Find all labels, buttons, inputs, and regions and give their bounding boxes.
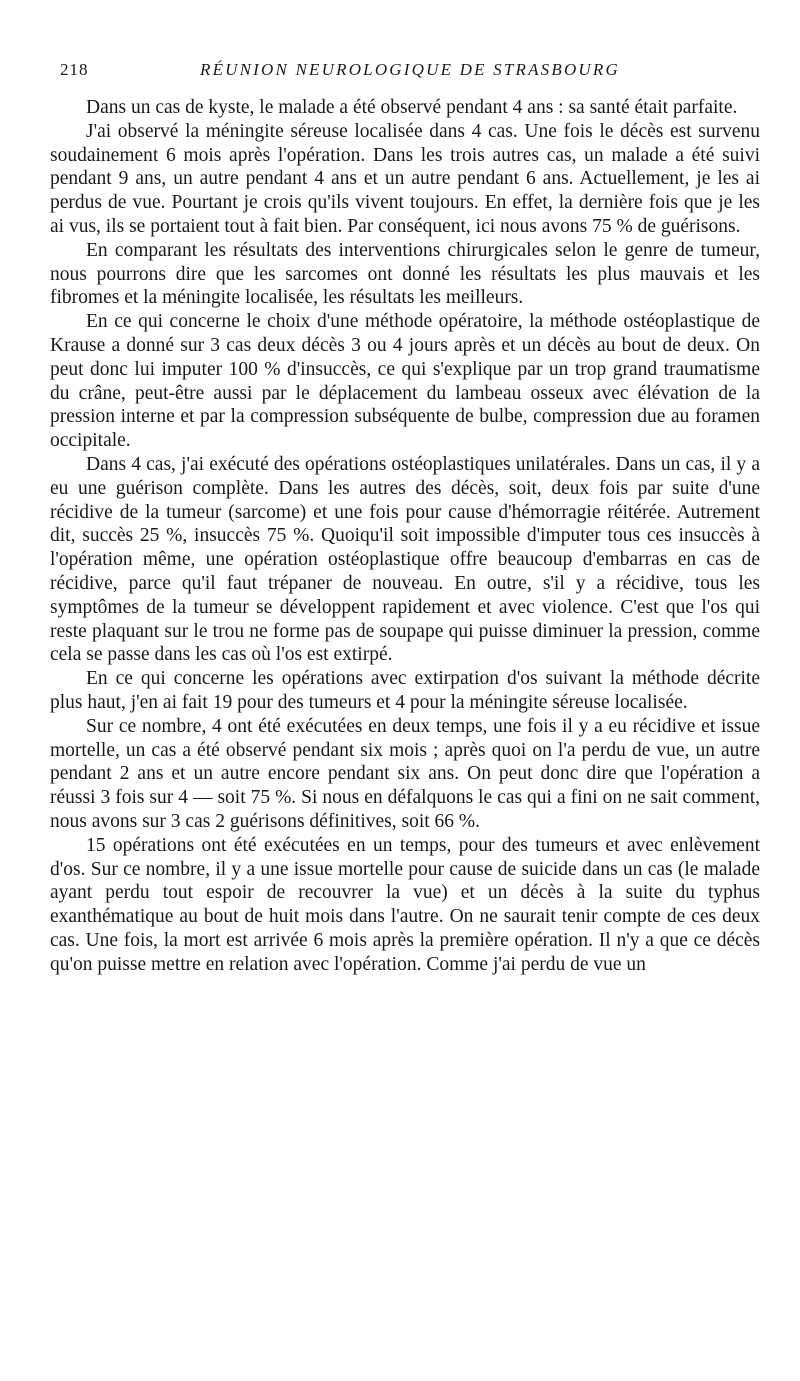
paragraph: En ce qui concerne les opérations avec extirpation d'os suivant la méthode décrite plus haut, j'en ai fait 19 pour des tumeurs et 4 pour la méningite séreuse localisée. (50, 668, 760, 713)
paragraph: J'ai observé la méningite séreuse localisée dans 4 cas. Une fois le décès est survenu soudainement 6 mois après l'opération. Dans les trois autres cas, un malade a été suivi pendant 9 ans, un autre pendant 4 ans et un autre pendant 6 ans. Actuellement, je les ai perdus de vue. Pourtant je crois qu'ils vivent toujours. En effet, la dernière fois que je les ai vus, ils se portaient tout à fait bien. Par conséquent, ici nous avons 75 % de guérisons. (50, 120, 760, 237)
paragraph: En comparant les résultats des interventions chirurgicales selon le genre de tumeur, nous pourrons dire que les sarcomes ont donné les résultats les plus mauvais et les fibromes et la méningite localisée, les résultats les meilleurs. (50, 239, 760, 309)
running-head (50, 56, 760, 96)
paragraph: 15 opérations ont été exécutées en un temps, pour des tumeurs et avec enlèvement d'os. Sur ce nombre, il y a une issue mortelle pour cause de suicide dans un cas (le malade ayant perdu tout espoir de recouvrer la vue) et un décès à la suite du typhus exanthématique au bout de huit mois dans l'autre. On ne saurait tenir compte de ces deux cas. Une fois, la mort est arrivée 6 mois après la première opération. Il n'y a que ce décès qu'on puisse mettre en relation avec l'opération. Comme j'ai perdu de vue un (50, 834, 760, 975)
paragraph: Dans 4 cas, j'ai exécuté des opérations ostéoplastiques unilatérales. Dans un cas, il y a eu une guérison complète. Dans les autres des décès, soit, deux fois par suite d'une récidive de la tumeur (sarcome) et une fois pour cause d'hémorragie réitérée. Autrement dit, succès 25 %, insuccès 75 %. Quoiqu'il soit impossible d'imputer tous ces insuccès à l'opération même, une opération ostéoplastique offre beaucoup d'embarras en cas de récidive, parce qu'il faut trépaner de nouveau. En outre, s'il y a récidive, tous les symptômes de la tumeur se développent rapidement et avec violence. C'est que l'os qui reste plaquant sur le trou ne forme pas de soupape qui puisse diminuer la pression, comme cela se passe dans les cas où l'os est extirpé. (50, 453, 760, 666)
paragraph: Dans un cas de kyste, le malade a été observé pendant 4 ans : sa santé était parfaite. (86, 97, 738, 118)
paragraph: En ce qui concerne le choix d'une méthode opératoire, la méthode ostéoplastique de Krause a donné sur 3 cas deux décès 3 ou 4 jours après et un décès au bout de deux. On peut donc lui imputer 100 % d'insuccès, ce qui s'explique par un trop grand traumatisme du crâne, peut-être aussi par le déplacement du lambeau osseux avec élévation de la pression interne et par la compression subséquente de bulbe, compression due au foramen occipitale. (50, 311, 760, 452)
paragraph: Sur ce nombre, 4 ont été exécutées en deux temps, une fois il y a eu récidive et issue mortelle, un cas a été observé pendant six mois ; après quoi on l'a perdu de vue, un autre pendant 2 ans et un autre encore pendant six ans. On peut donc dire que l'opération a réussi 3 fois sur 4 — soit 75 %. Si nous en défalquons le cas qui a fini on ne sait comment, nous avons sur 3 cas 2 guérisons définitives, soit 66 %. (50, 715, 760, 832)
running-title: RÉUNION NEUROLOGIQUE DE STRASBOURG (200, 60, 620, 79)
page-number: 218 (60, 60, 89, 79)
body-text (50, 96, 760, 976)
